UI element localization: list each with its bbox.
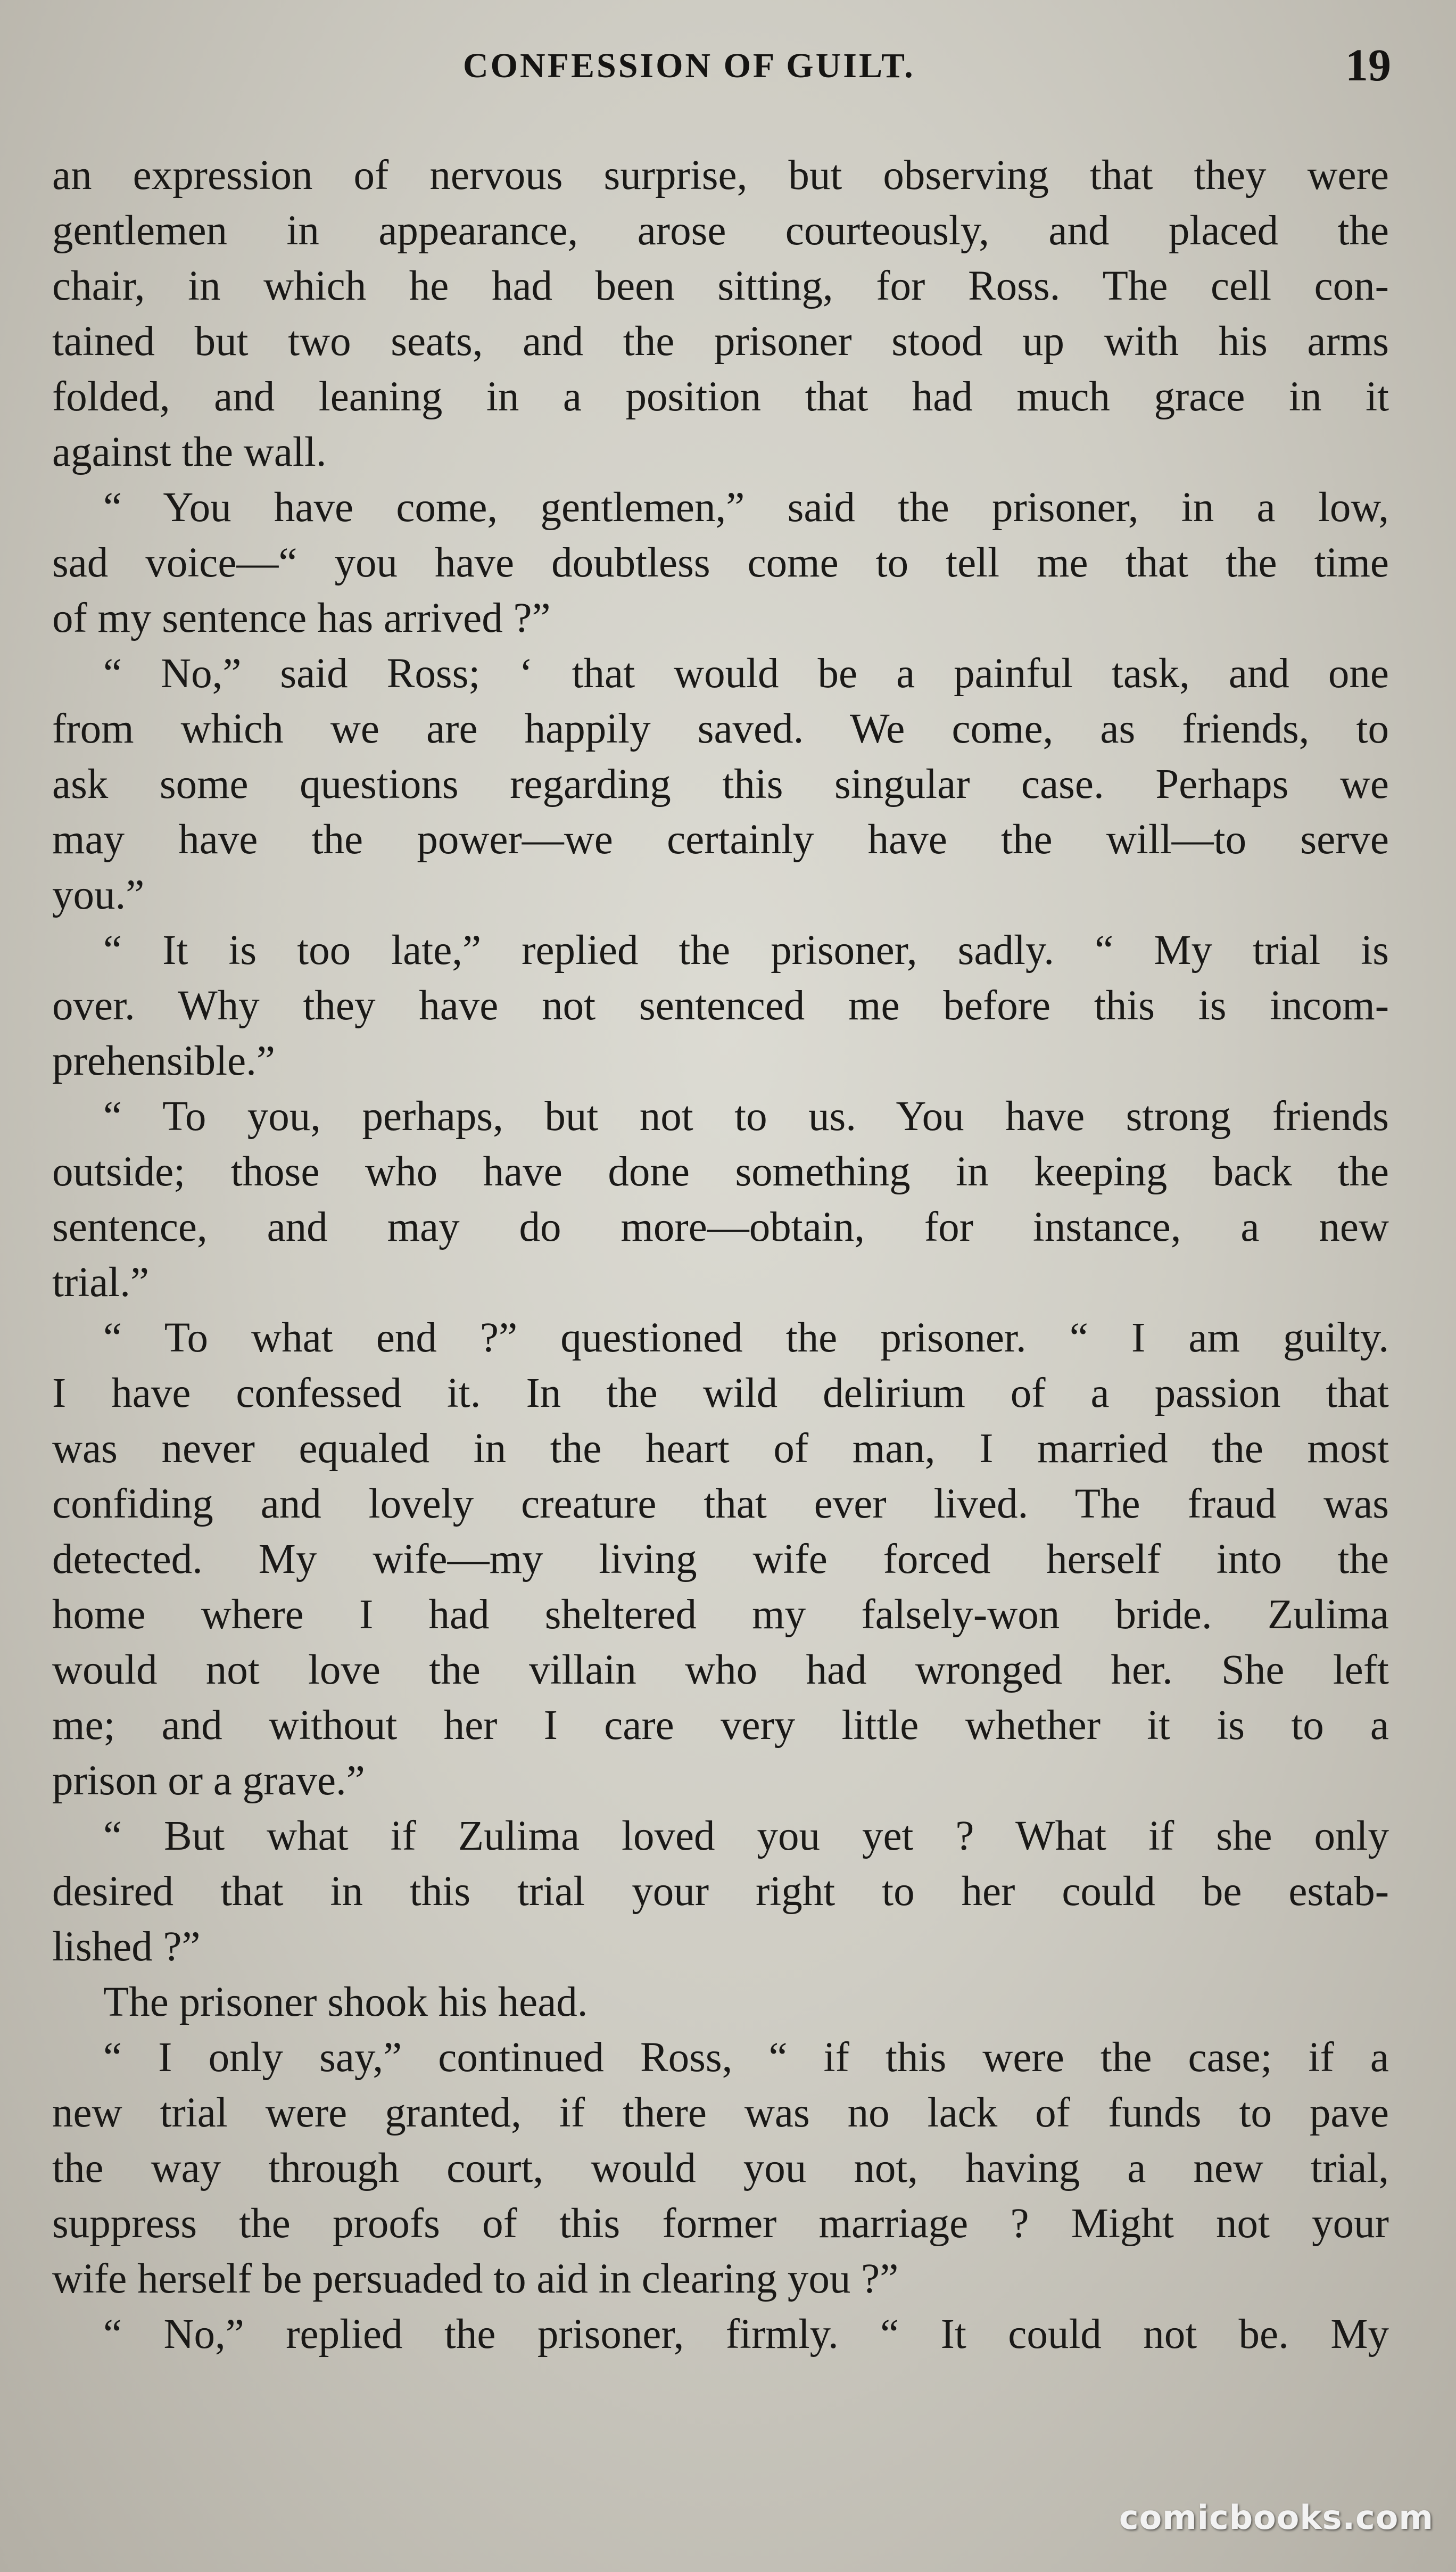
text-line: I have confessed it. In the wild delirium of a passion that [52, 1370, 1389, 1416]
text-line: prison or a grave.” [52, 1758, 365, 1804]
running-header [0, 38, 1456, 97]
watermark: comicbooks.com [1119, 2498, 1434, 2537]
text-line: you.” [52, 872, 145, 918]
text-line: desired that in this trial your right to her could be estab- [52, 1868, 1389, 1915]
text-line: was never equaled in the heart of man, I married the most [52, 1425, 1389, 1472]
text-line: detected. My wife—my living wife forced herself into the [52, 1536, 1389, 1582]
text-line: new trial were granted, if there was no lack of funds to pave [52, 2090, 1389, 2136]
text-line: home where I had sheltered my falsely-won bride. Zulima [52, 1592, 1389, 1638]
text-line: from which we are happily saved. We come, as friends, to [52, 706, 1389, 752]
text-line: ask some questions regarding this singular case. Perhaps we [52, 761, 1389, 807]
body-text [52, 148, 1389, 2362]
text-line: outside; those who have done something in keeping back the [52, 1149, 1389, 1195]
text-line: may have the power—we certainly have the will—to serve [52, 817, 1389, 863]
text-line: of my sentence has arrived ?” [52, 595, 551, 641]
text-line: suppress the proofs of this former marriage ? Might not your [52, 2200, 1389, 2247]
text-line: The prisoner shook his head. [103, 1979, 588, 2025]
text-line: an expression of nervous surprise, but observing that they were [52, 152, 1389, 199]
text-line: prehensible.” [52, 1038, 275, 1084]
text-line: “ You have come, gentlemen,” said the prisoner, in a low, [103, 484, 1389, 531]
page-number: 19 [1345, 39, 1391, 90]
text-line: confiding and lovely creature that ever lived. The fraud was [52, 1481, 1389, 1527]
text-line: tained but two seats, and the prisoner stood up with his arms [52, 318, 1389, 365]
text-line: “ No,” replied the prisoner, firmly. “ It could not be. My [103, 2311, 1389, 2357]
text-line: would not love the villain who had wronged her. She left [52, 1647, 1389, 1693]
text-line: trial.” [52, 1259, 150, 1306]
text-line: “ I only say,” continued Ross, “ if this were the case; if a [103, 2034, 1389, 2081]
text-line: the way through court, would you not, having a new trial, [52, 2145, 1389, 2191]
text-line: gentlemen in appearance, arose courteously, and placed the [52, 208, 1389, 254]
text-line: sad voice—“ you have doubtless come to tell me that the time [52, 540, 1389, 586]
text-line: “ It is too late,” replied the prisoner, sadly. “ My trial is [103, 927, 1389, 974]
text-line: over. Why they have not sentenced me before this is incom- [52, 983, 1389, 1029]
text-line: “ No,” said Ross; ‘ that would be a painful task, and one [103, 650, 1389, 697]
text-line: against the wall. [52, 429, 327, 475]
text-line: me; and without her I care very little whether it is to a [52, 1702, 1389, 1749]
text-line: “ To what end ?” questioned the prisoner. “ I am guilty. [103, 1315, 1389, 1361]
text-line: chair, in which he had been sitting, for Ross. The cell con- [52, 263, 1389, 309]
text-line: lished ?” [52, 1924, 201, 1970]
text-line: “ To you, perhaps, but not to us. You have strong friends [103, 1093, 1389, 1140]
text-line: sentence, and may do more—obtain, for instance, a new [52, 1204, 1389, 1250]
text-line: wife herself be persuaded to aid in clearing you ?” [52, 2256, 899, 2302]
running-title: CONFESSION OF GUILT. [463, 46, 915, 85]
text-line: folded, and leaning in a position that had much grace in it [52, 374, 1389, 420]
text-line: “ But what if Zulima loved you yet ? What if she only [103, 1813, 1389, 1859]
